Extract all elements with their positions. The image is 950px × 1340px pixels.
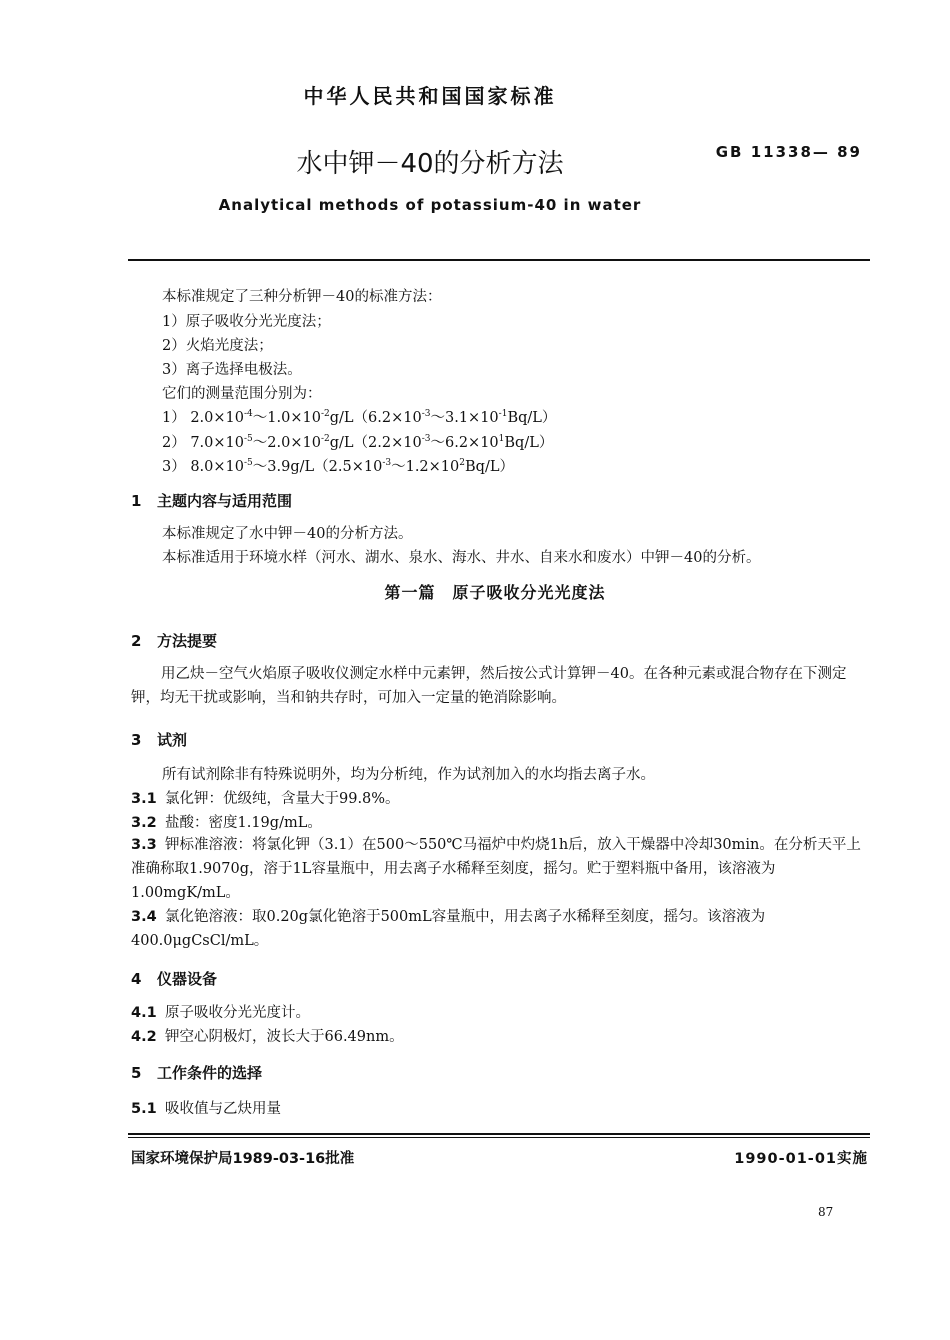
effective-date: 1990-01-01实施 <box>734 1151 868 1167</box>
range-item: 2） $7.0\times 10^{-5}\sim 2.0\times 10^{-2}g/L(2.2\times 10^{-3}\sim 6.2\times 10^1Bq/L)$ <box>162 434 554 451</box>
range-item: 3） $8.0\times 10^{-5}\sim 3.9g/L(2.5\times 10^{-3}\sim 1.2\times 10^2Bq/L)$ <box>162 458 514 475</box>
intro-line: 本标准规定了三种分析钾－40的标准方法： <box>162 289 442 305</box>
clause-item: 4.1 原子吸收分光光度计。 <box>131 1005 310 1021</box>
range-item: 1） $2.0\times 10^{-4}\sim 1.0\times 10^{-2}g/L(6.2\times 10^{-3}\sim 3.1\times 10^{-1}Bq/L)$ <box>162 409 557 426</box>
footer-rule <box>128 1133 870 1135</box>
document-title-cn: 水中钾－40的分析方法 <box>296 149 564 179</box>
standard-number: GB 11338— 89 <box>715 143 862 161</box>
paragraph: 本标准规定了水中钾－40的分析方法。 <box>162 526 413 542</box>
ranges-label: 它们的测量范围分别为： <box>162 386 322 402</box>
page-number: 87 <box>818 1205 834 1219</box>
method-item: 2）火焰光度法； <box>162 338 273 354</box>
clause-item: 3.4 氯化铯溶液：取0.20g氯化铯溶于500mL容量瓶中，用去离子水稀释至刻度，摇匀。该溶液为400.0μgCsCl/mL。 <box>131 909 766 949</box>
section-heading: 3 试剂 <box>131 731 188 749</box>
footer-rule <box>128 1137 870 1138</box>
clause-item: 5.1 吸收值与乙炔用量 <box>131 1101 281 1117</box>
approval-date: 国家环境保护局1989-03-16批准 <box>131 1151 355 1167</box>
section-heading: 2 方法提要 <box>131 632 218 650</box>
header-rule <box>128 259 870 261</box>
paragraph: 所有试剂除非有特殊说明外，均为分析纯，作为试剂加入的水均指去离子水。 <box>162 767 655 783</box>
clause-item: 3.2 盐酸：密度1.19g/mL。 <box>131 815 322 831</box>
clause-item: 3.1 氯化钾：优级纯，含量大于99.8%。 <box>131 791 400 807</box>
issuing-body: 中华人民共和国国家标准 <box>303 84 557 108</box>
method-item: 1）原子吸收分光光度法； <box>162 314 331 330</box>
method-item: 3）离子选择电极法。 <box>162 362 302 378</box>
document-title-en: Analytical methods of potassium-40 in water <box>218 196 642 214</box>
clause-item: 3.3 钾标准溶液：将氯化钾（3.1）在500～550℃马福炉中灼烧1h后，放入干燥器中冷却30min。在分析天平上准确称取1.9070g，溶于1L容量瓶中，用去离子水稀释至刻度，摇匀。贮于塑料瓶中备用，该溶液为1.00mgK/mL。 <box>131 837 861 901</box>
paragraph: 用乙炔－空气火焰原子吸收仪测定水样中元素钾，然后按公式计算钾－40。在各种元素或混合物存在下测定钾，均无干扰或影响，当和钠共存时，可加入一定量的铯消除影响。 <box>131 666 847 706</box>
section-heading: 4 仪器设备 <box>131 970 218 988</box>
section-heading: 1 主题内容与适用范围 <box>131 492 293 510</box>
part-title: 第一篇 原子吸收分光光度法 <box>384 583 606 602</box>
section-heading: 5 工作条件的选择 <box>131 1064 263 1082</box>
clause-item: 4.2 钾空心阴极灯，波长大于66.49nm。 <box>131 1029 404 1045</box>
paragraph: 本标准适用于环境水样（河水、湖水、泉水、海水、井水、自来水和废水）中钾－40的分析。 <box>162 550 761 566</box>
